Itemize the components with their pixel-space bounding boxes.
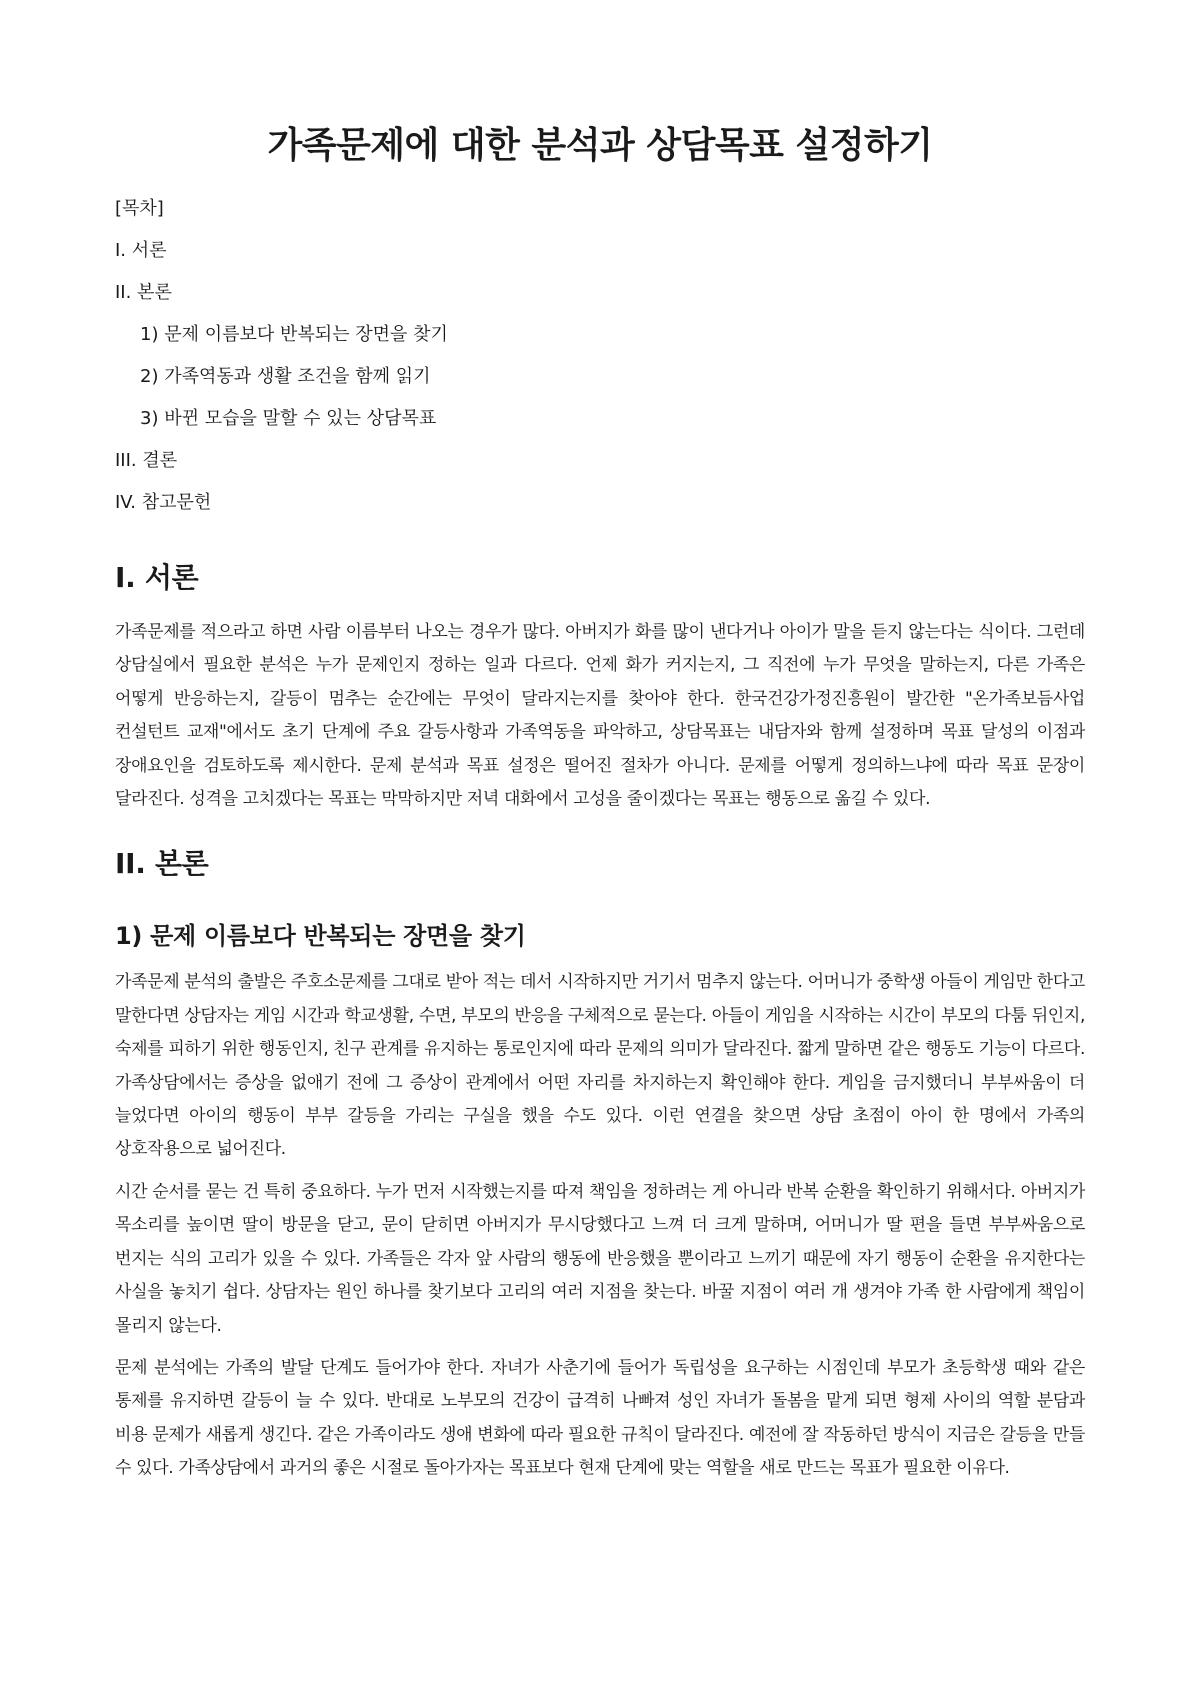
toc-subitem: 3) 바뀐 모습을 말할 수 있는 상담목표 bbox=[140, 408, 437, 429]
section-heading-intro: I. 서론 bbox=[115, 561, 199, 594]
toc-item: III. 결론 bbox=[115, 450, 178, 471]
intro-paragraph: 가족문제를 적으라고 하면 사람 이름부터 나오는 경우가 많다. 아버지가 화를 많이 낸다거나 아이가 말을 듣지 않는다는 식이다. 그런데 상담실에서 필요한 분석은 누가 문제인지 정하는 일과 다르다. 언제 화가 커지는지, 그 직전에 누가 무엇을 말하는지, 다른 가족은 어떻게 반응하는지, 갈등이 멈추는 순간에는 무엇이 달라지는지를 찾아야 한다. 한국건강가정진흥원이 발간한 "온가족보듬사업 컨설턴트 교재"에서도 초기 단계에 주요 갈등사항과 가족역동을 파악하고, 상담목표는 내담자와 함께 설정하며 목표 달성의 이점과 장애요인을 검토하도록 제시한다. 문제 분석과 목표 설정은 떨어진 절차가 아니다. 문제를 어떻게 정의하느냐에 따라 목표 문장이 달라진다. 성격을 고치겠다는 목표는 막막하지만 저녁 대화에서 고성을 줄이겠다는 목표는 행동으로 옮길 수 있다. bbox=[115, 622, 1085, 810]
section-heading-body: II. 본론 bbox=[115, 847, 209, 881]
toc-item: IV. 참고문헌 bbox=[115, 492, 212, 513]
document-title: 가족문제에 대한 분석과 상담목표 설정하기 bbox=[267, 125, 933, 166]
toc-subitem: 1) 문제 이름보다 반복되는 장면을 찾기 bbox=[140, 324, 448, 345]
table-of-contents bbox=[115, 188, 1085, 524]
toc-item: I. 서론 bbox=[115, 240, 167, 261]
subsection-heading-1: 1) 문제 이름보다 반복되는 장면을 찾기 bbox=[115, 922, 526, 951]
body-paragraph: 시간 순서를 묻는 건 특히 중요하다. 누가 먼저 시작했는지를 따져 책임을 정하려는 게 아니라 반복 순환을 확인하기 위해서다. 아버지가 목소리를 높이면 딸이 방문을 닫고, 문이 닫히면 아버지가 무시당했다고 느껴 더 크게 말하며, 어머니가 딸 편을 들면 부부싸움으로 번지는 식의 고리가 있을 수 있다. 가족들은 각자 앞 사람의 행동에 반응했을 뿐이라고 느끼기 때문에 자기 행동이 순환을 유지한다는 사실을 놓치기 쉽다. 상담자는 원인 하나를 찾기보다 고리의 여러 지점을 찾는다. 바꿀 지점이 여러 개 생겨야 가족 한 사람에게 책임이 몰리지 않는다. bbox=[115, 1181, 1085, 1336]
toc-subitem: 2) 가족역동과 생활 조건을 함께 읽기 bbox=[140, 366, 431, 387]
toc-item: II. 본론 bbox=[115, 282, 172, 303]
body-paragraph: 문제 분석에는 가족의 발달 단계도 들어가야 한다. 자녀가 사춘기에 들어가 독립성을 요구하는 시점인데 부모가 초등학생 때와 같은 통제를 유지하면 갈등이 늘 수 있다. 반대로 노부모의 건강이 급격히 나빠져 성인 자녀가 돌봄을 맡게 되면 형제 사이의 역할 분담과 비용 문제가 새롭게 생긴다. 같은 가족이라도 생애 변화에 따라 필요한 규칙이 달라진다. 예전에 잘 작동하던 방식이 지금은 갈등을 만들 수 있다. 가족상담에서 과거의 좋은 시절로 돌아가자는 목표보다 현재 단계에 맞는 역할을 새로 만드는 목표가 필요한 이유다. bbox=[115, 1357, 1085, 1479]
toc-heading: [목차] bbox=[115, 198, 164, 219]
body-paragraph: 가족문제 분석의 출발은 주호소문제를 그대로 받아 적는 데서 시작하지만 거기서 멈추지 않는다. 어머니가 중학생 아들이 게임만 한다고 말한다면 상담자는 게임 시간과 학교생활, 수면, 부모의 반응을 구체적으로 묻는다. 아들이 게임을 시작하는 시간이 부모의 다툼 뒤인지, 숙제를 피하기 위한 행동인지, 친구 관계를 유지하는 통로인지에 따라 문제의 의미가 달라진다. 짧게 말하면 같은 행동도 기능이 다르다. 가족상담에서는 증상을 없애기 전에 그 증상이 관계에서 어떤 자리를 차지하는지 확인해야 한다. 게임을 금지했더니 부부싸움이 더 늘었다면 아이의 행동이 부부 갈등을 가리는 구실을 했을 수도 있다. 이런 연결을 찾으면 상담 초점이 아이 한 명에서 가족의 상호작용으로 넓어진다. bbox=[115, 972, 1085, 1160]
